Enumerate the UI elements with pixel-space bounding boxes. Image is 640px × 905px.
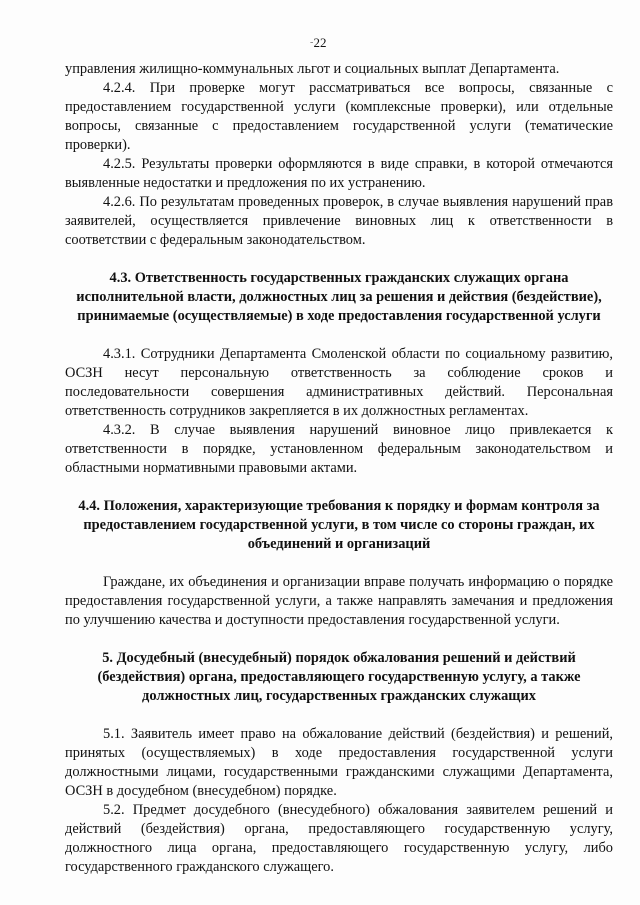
paragraph-4-3-2: 4.3.2. В случае выявления нарушений виновное лицо привлекается к ответственности в порядке, установленном федеральным законодательством и областными нормативными правовыми актами. bbox=[65, 422, 613, 476]
paragraph-4-2-4: 4.2.4. При проверке могут рассматриваться все вопросы, связанные с предоставлением государственной услуги (комплексные проверки), или отдельные вопросы, связанные с предоставлением государственной услуги (тематические проверки). bbox=[65, 80, 613, 153]
document-body bbox=[65, 60, 613, 877]
section-heading-4-4: 4.4. Положения, характеризующие требования к порядку и формам контроля за предоставлением государственной услуги, в том числе со стороны граждан, их объединений и организаций bbox=[78, 498, 600, 552]
section-heading-5: 5. Досудебный (внесудебный) порядок обжалования решений и действий (бездействия) органа, предоставляющего государственную услугу, а также должностных лиц, государственных гражданских служащих bbox=[97, 650, 581, 704]
paragraph-4-2-5: 4.2.5. Результаты проверки оформляются в виде справки, в которой отмечаются выявленные недостатки и предложения по их устранению. bbox=[65, 156, 613, 191]
paragraph-5-2: 5.2. Предмет досудебного (внесудебного) обжалования заявителем решений и действий (бездействия) органа, предоставляющего государственную услугу, должностного лица органа, предоставляющего государственную услугу, либо государственного гражданского служащего. bbox=[65, 802, 613, 875]
paragraph-5-1: 5.1. Заявитель имеет право на обжалование действий (бездействия) и решений, принятых (осуществляемых) в ходе предоставления государственной услуги должностными лицами, государственными гражданскими служащими Департамента, ОСЗН в досудебном (внесудебном) порядке. bbox=[65, 726, 613, 799]
page-number: 22 bbox=[313, 35, 327, 50]
paragraph-4-3-1: 4.3.1. Сотрудники Департамента Смоленской области по социальному развитию, ОСЗН несут персональную ответственность за соблюдение сроков и последовательности совершения административных действий. Персональная ответственность сотрудников закрепляется в их должностных регламентах. bbox=[65, 346, 613, 419]
paragraph-4-4: Граждане, их объединения и организации вправе получать информацию о порядке предоставления государственной услуги, а также направлять замечания и предложения по улучшению качества и доступности предоставления государственной услуги. bbox=[65, 574, 613, 628]
paragraph-continuation: управления жилищно-коммунальных льгот и социальных выплат Департамента. bbox=[65, 61, 560, 77]
section-heading-4-3: 4.3. Ответственность государственных гражданских служащих органа исполнительной власти, должностных лиц за решения и действия (бездействие), принимаемые (осуществляемые) в ходе предоставления государственной услуги bbox=[76, 270, 602, 324]
paragraph-4-2-6: 4.2.6. По результатам проведенных проверок, в случае выявления нарушений прав заявителей, осуществляется привлечение виновных лиц к ответственности в соответствии с федеральным законодательством. bbox=[65, 194, 613, 248]
scan-mark: - bbox=[310, 37, 314, 48]
